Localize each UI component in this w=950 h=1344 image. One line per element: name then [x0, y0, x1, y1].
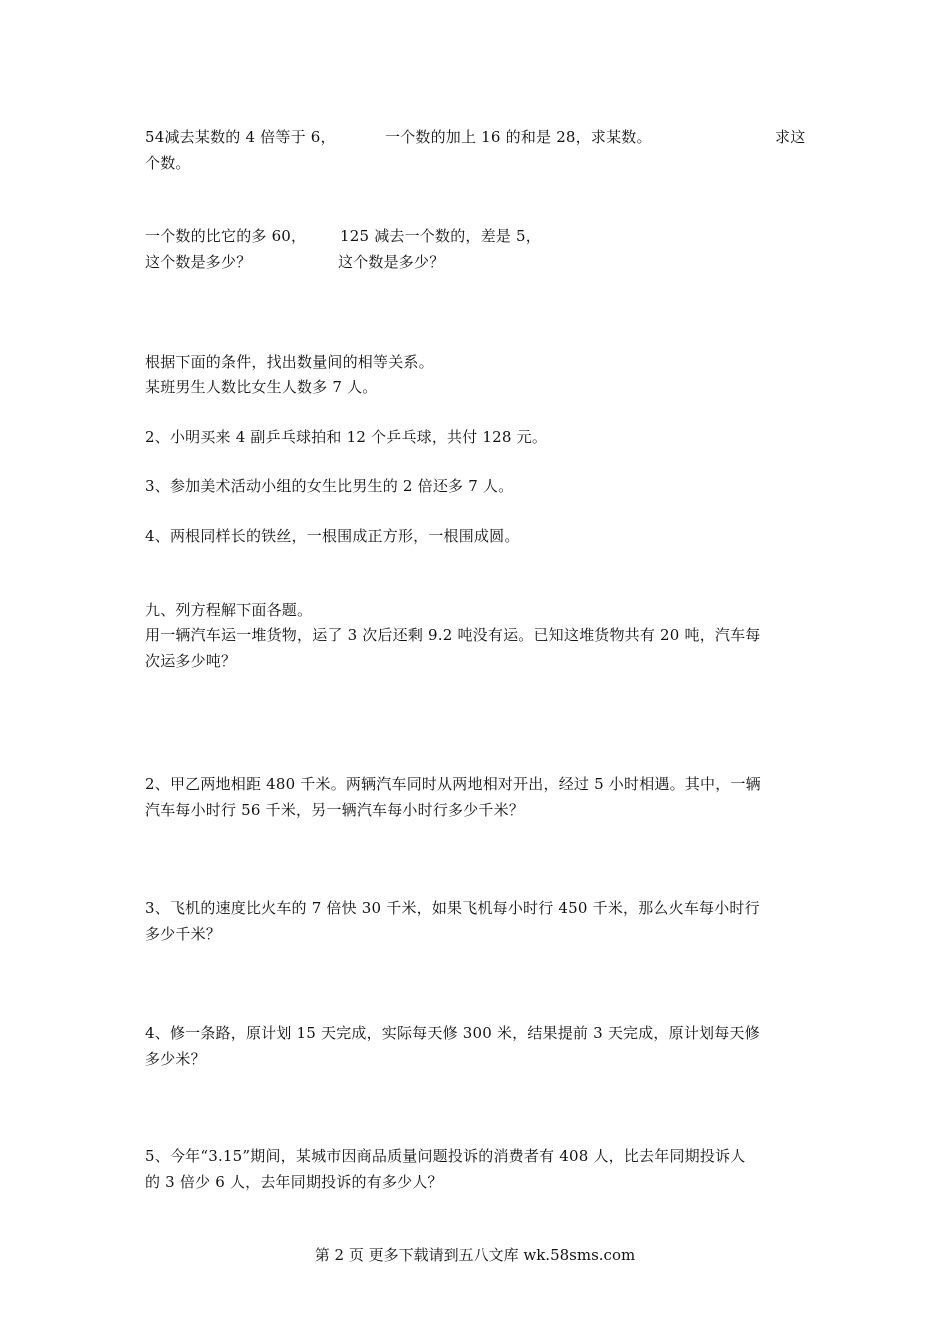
word-problem-line: 3、飞机的速度比火车的 7 倍快 30 千米，如果飞机每小时行 450 千米，那么火车每小时行: [145, 899, 760, 917]
problem-text: 125 减去一个数的，差是 5，: [340, 227, 541, 245]
problem-text: 求这: [775, 128, 806, 146]
word-problem-line: 次运多少吨？: [145, 652, 237, 670]
problem-text: 这个数是多少？: [145, 253, 252, 271]
page-footer: 第 2 页 更多下载请到五八文库 wk.58sms.com: [314, 1246, 636, 1264]
word-problem-line: 多少千米？: [145, 925, 222, 943]
word-problem-line: 汽车每小时行 56 千米，另一辆汽车每小时行多少千米？: [145, 801, 525, 819]
problem-text: 这个数是多少？: [338, 253, 445, 271]
word-problem-line: 2、甲乙两地相距 480 千米。两辆汽车同时从两地相对开出，经过 5 小时相遇。其中，一辆: [145, 775, 761, 793]
problem-text: 一个数的比它的多 60，: [145, 227, 307, 245]
problem-text: 个数。: [145, 154, 191, 172]
section-heading: 根据下面的条件，找出数量间的相等关系。: [145, 353, 434, 371]
problem-text: 一个数的加上 16 的和是 28，求某数。: [385, 128, 652, 146]
relation-item: 3、参加美术活动小组的女生比男生的 2 倍还多 7 人。: [145, 477, 514, 495]
relation-item: 某班男生人数比女生人数多 7 人。: [145, 378, 378, 396]
relation-item: 2、小明买来 4 副乒乓球拍和 12 个乒乓球，共付 128 元。: [145, 428, 548, 446]
word-problem-line: 4、修一条路，原计划 15 天完成，实际每天修 300 米，结果提前 3 天完成，原计划每天修: [145, 1024, 760, 1042]
relation-item: 4、两根同样长的铁丝，一根围成正方形，一根围成圆。: [145, 527, 520, 545]
word-problem-line: 多少米？: [145, 1050, 206, 1068]
word-problem-line: 5、今年“3.15”期间，某城市因商品质量问题投诉的消费者有 408 人，比去年同期投诉人: [145, 1147, 746, 1165]
problem-text: 54减去某数的 4 倍等于 6，: [145, 128, 336, 146]
section-heading: 九、列方程解下面各题。: [145, 601, 313, 619]
word-problem-line: 的 3 倍少 6 人，去年同期投诉的有多少人？: [145, 1173, 443, 1191]
word-problem-line: 用一辆汽车运一堆货物，运了 3 次后还剩 9.2 吨没有运。已知这堆货物共有 20 吨，汽车每: [145, 626, 761, 644]
